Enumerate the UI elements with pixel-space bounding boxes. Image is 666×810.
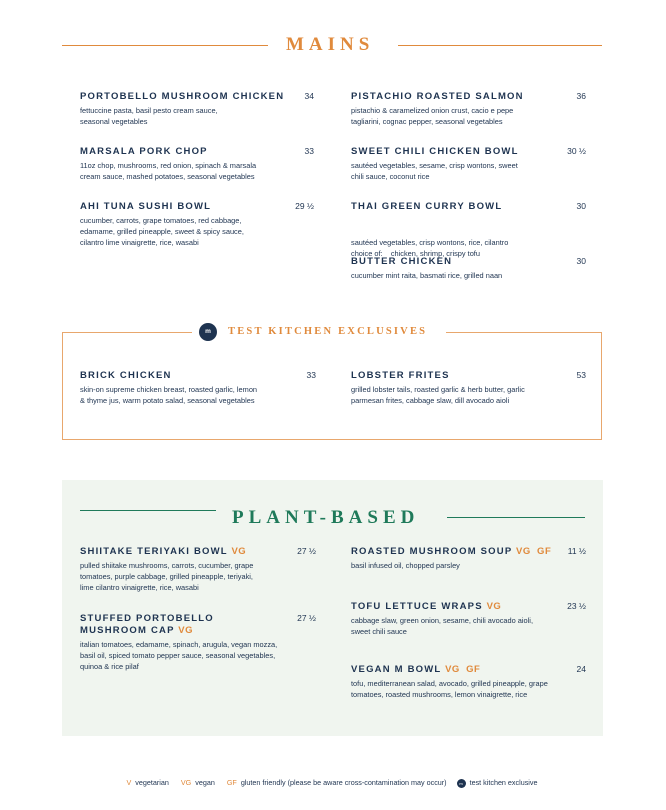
legend-gf-code: GF [226, 778, 237, 787]
item-name: MUSHROOM CAP VG [80, 625, 194, 636]
item-price: 53 [576, 370, 586, 380]
item-desc: sautéed vegetables, sesame, crisp wontons, sweet chili sauce, coconut rice [351, 161, 518, 181]
item-desc: pistachio & caramelized onion crust, cacio e pepe tagliarini, cognac pepper, seasonal vegetables [351, 106, 514, 126]
item-price: 36 [576, 91, 586, 101]
item-desc: skin-on supreme chicken breast, roasted garlic, lemon & thyme jus, warm potato salad, seasonal vegetables [80, 385, 258, 405]
legend-v-label: vegetarian [135, 778, 169, 787]
item-desc: pulled shiitake mushrooms, carrots, cucumber, grape tomatoes, purple cabbage, grilled pineapple, teriyaki, lime cilantro vinaigrette, rice, wasabi [80, 561, 254, 592]
item-price: 11 ½ [567, 546, 586, 556]
menu-item [351, 546, 566, 571]
item-price: 30 [576, 256, 586, 266]
menu-item [80, 146, 310, 182]
menu-item [351, 91, 581, 127]
item-desc: fettuccine pasta, basil pesto cream sauce, seasonal vegetables [80, 106, 218, 126]
menu-item [351, 601, 566, 637]
diet-legend [0, 778, 666, 788]
item-price: 23 ½ [567, 601, 586, 611]
item-price: 30 ½ [567, 146, 586, 156]
item-name: LOBSTER FRITES [351, 370, 450, 381]
legend-gf-label: gluten friendly (please be aware cross-contamination may occur) [240, 778, 447, 787]
item-price: 27 ½ [297, 613, 316, 623]
test-kitchen-badge-icon: m [199, 323, 217, 341]
item-name: ROASTED MUSHROOM SOUP VG GF [351, 546, 552, 557]
menu-item [80, 546, 290, 593]
item-desc: tofu, mediterranean salad, avocado, grilled pineapple, grape tomatoes, roasted mushrooms, lemon vinaigrette, rice [351, 679, 548, 699]
item-name: SHIITAKE TERIYAKI BOWL VG [80, 546, 247, 557]
mains-rule-left [62, 45, 268, 46]
diet-tag: VG [231, 546, 247, 557]
item-price: 33 [304, 146, 314, 156]
item-price: 33 [306, 370, 316, 380]
item-desc: cabbage slaw, green onion, sesame, chili avocado aioli, sweet chili sauce [351, 616, 534, 636]
item-name: TOFU LETTUCE WRAPS VG [351, 601, 502, 612]
menu-item [351, 256, 581, 281]
legend-vg-label: vegan [195, 778, 215, 787]
item-name: PORTOBELLO MUSHROOM CHICKEN [80, 91, 285, 102]
item-name: THAI GREEN CURRY BOWL [351, 201, 503, 212]
item-desc: cucumber, carrots, grape tomatoes, red cabbage, edamame, grilled pineapple, sweet & spicy sauce, cilantro lime vinaigrette, rice, wasabi [80, 216, 244, 247]
menu-item [80, 370, 290, 406]
menu-item [80, 201, 310, 248]
diet-tag: VG [178, 625, 194, 636]
plant-rule-left [80, 510, 216, 511]
plant-based-title: PLANT-BASED [232, 507, 420, 528]
item-price: 34 [304, 91, 314, 101]
item-price: 27 ½ [297, 546, 316, 556]
item-name: VEGAN M BOWL VG GF [351, 664, 481, 675]
item-name: BRICK CHICKEN [80, 370, 172, 381]
menu-item [351, 664, 581, 700]
item-desc: 11oz chop, mushrooms, red onion, spinach & marsala cream sauce, mashed potatoes, seasonal vegetables [80, 161, 257, 181]
legend-v-code: V [126, 778, 132, 787]
menu-item [80, 613, 295, 672]
diet-tag: VG GF [516, 546, 552, 557]
test-kitchen-title: TEST KITCHEN EXCLUSIVES [228, 326, 428, 337]
menu-item [351, 146, 581, 182]
item-price: 29 ½ [295, 201, 314, 211]
plant-rule-right [447, 517, 585, 518]
legend-vg-code: VG [180, 778, 192, 787]
item-desc: cucumber mint raita, basmati rice, grilled naan [351, 271, 503, 280]
mains-rule-right [398, 45, 602, 46]
item-desc: basil infused oil, chopped parsley [351, 561, 460, 570]
item-name: MARSALA PORK CHOP [80, 146, 208, 157]
item-name: PISTACHIO ROASTED SALMON [351, 91, 524, 102]
item-name: AHI TUNA SUSHI BOWL [80, 201, 212, 212]
item-desc: italian tomatoes, edamame, spinach, arugula, vegan mozza, basil oil, spiced tomato pepper sauce, seasonal vegetables, quinoa & rice pilaf [80, 640, 278, 671]
item-desc: grilled lobster tails, roasted garlic & herb butter, garlic parmesan frites, cabbage slaw, dill avocado aioli [351, 385, 525, 405]
menu-item [80, 91, 310, 127]
item-name: BUTTER CHICKEN [351, 256, 453, 267]
test-kitchen-badge-icon: m [457, 779, 466, 788]
item-price: 24 [576, 664, 586, 674]
item-name: SWEET CHILI CHICKEN BOWL [351, 146, 519, 157]
diet-tag: VG GF [445, 664, 481, 675]
menu-item [351, 370, 561, 406]
item-price: 30 [576, 201, 586, 211]
legend-tk-label: test kitchen exclusive [469, 778, 538, 787]
item-name: STUFFED PORTOBELLO [80, 613, 214, 624]
mains-title: MAINS [286, 34, 375, 55]
diet-tag: VG [486, 601, 502, 612]
item-desc: sautéed vegetables, crisp wontons, rice, cilantro choice of: chicken, shrimp, crispy tofu [351, 238, 509, 258]
